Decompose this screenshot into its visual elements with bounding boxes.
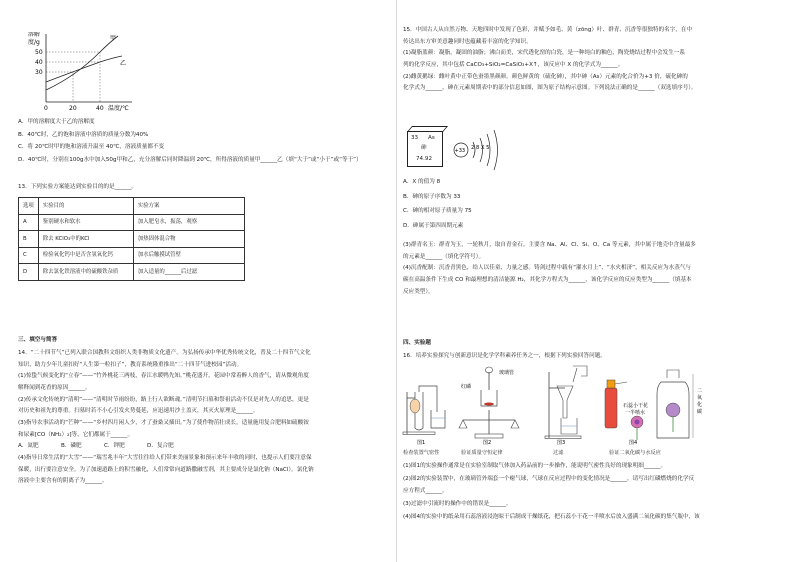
q14-line: 对历史和祖先的尊重。扫墓时若不小心引发火势蔓延，应迅速用沙土盖灭，其灭火原理是______。 bbox=[18, 408, 259, 415]
q15-line: 碳在高温条件下生成 CO 和最理想的清洁能源 H₂，其化学方程式为______，该化学反应的反应类型为______（填基本 bbox=[403, 276, 692, 283]
graph-ylabel-top: 溶解 bbox=[28, 32, 41, 38]
table-row bbox=[19, 231, 245, 248]
q14-line: (2)传承文化传统的“清明”——“清明时节雨纷纷，路上行人欲断魂。”清明节扫墓和祭祖活动不仅是对先人的追思，更是 bbox=[18, 396, 309, 403]
table-header-row bbox=[19, 198, 245, 215]
q15-line: 15．中国古人从自然万物、天地四时中发现了色彩，并赋予如毛、黄（zōng）叶、群青、沉香等很独特的名字，在中 bbox=[403, 27, 693, 33]
q14-line: 和尿素[CO（NH₂）₂]等，它们都属于______。 bbox=[18, 431, 134, 438]
q14-line: 解释闻到花香的原因______。 bbox=[18, 384, 91, 391]
q16-line: (4)图4的实验中的纸朵用石蕊溶液浸泡晾干后制成干燥纸花，把石蕊小干花一半喷水后放入盛满二氧化碳的集气瓶中，该 bbox=[403, 513, 700, 520]
fig-label-litmus-line2: 一半喷水 bbox=[625, 410, 646, 416]
q16-line: (2)图2的实验装置中，在玻璃管外端套一个瘪气球，气球在反应过程中的变化情况是______，请写出红磷燃烧的化学反 bbox=[403, 475, 695, 482]
fig2-apparatus bbox=[459, 367, 519, 438]
table-row bbox=[19, 214, 245, 231]
fig4-apparatus bbox=[605, 370, 704, 440]
q15-option-d: D．砷属于第四周期元素 bbox=[403, 222, 464, 229]
table-cell: D bbox=[19, 264, 39, 281]
q16-block bbox=[403, 462, 787, 521]
q14-line: 溶液中主要含有的阴离子为______。 bbox=[18, 478, 108, 485]
fig3-apparatus bbox=[545, 366, 587, 439]
q15-line: (2)雌黄鹅绿：雌叶黄中正带色蚕墨黑颜颜。颜色鲜黄的（硫化砷），其中砷（As）元素的化合价为+3 价，硫化砷的 bbox=[403, 73, 688, 80]
q14-line: (4)指导日常生活的“大雪”——“瑞雪兆丰年”大雪往往给人们带来美丽景象和预示来年丰收的同时，也提示人们要注意保 bbox=[18, 454, 312, 461]
graph-xtick-0: 0 bbox=[44, 105, 48, 112]
q14-line: (1)惊蛰气候变化的“立春”——“竹外桃花三两枝，春江水暖鸭先知。”桃花盛开，花园中常着醉人的香气，请从微观角度 bbox=[18, 373, 309, 380]
curve-yi bbox=[46, 56, 122, 82]
table-cell: 加入适量的______后过滤 bbox=[133, 264, 244, 281]
q15-line: 传达出东方审美意趣同时也蕴藏着丰富的化学知识。 bbox=[403, 38, 532, 45]
fig-label-litmus-flower bbox=[623, 402, 650, 416]
table-cell: 除去 KClO₃中的KCl bbox=[38, 231, 133, 248]
q16-line: 应方程式______。 bbox=[403, 488, 448, 495]
q14-block bbox=[18, 349, 390, 486]
q15-line: 的元素是______（填化学符号）。 bbox=[403, 253, 485, 260]
table-cell: A bbox=[19, 214, 39, 231]
q16-line: (3)过滤中引流时的操作中的错误是______。 bbox=[403, 500, 512, 507]
q15-block-2 bbox=[403, 241, 787, 296]
graph-xtick-20: 20 bbox=[69, 105, 77, 112]
element-symbol: As bbox=[428, 135, 435, 141]
q14-line: 保暖，出行要注意安全。为了加速道路上的积雪融化，人们常常向道路撒融雪剂，其主要成分是氯化钠（NaCl）。氯化钠 bbox=[18, 466, 314, 473]
fig-label-red-phosphorus: 红磷 bbox=[461, 384, 472, 390]
section-4-heading: 四、实验题 bbox=[403, 340, 431, 346]
arsenic-element-card bbox=[407, 131, 443, 167]
q12-option-b: B．40℃时，乙的饱和溶液中溶质的质量分数为40% bbox=[18, 131, 149, 138]
q12-options bbox=[18, 118, 390, 165]
q15-line: (1)凝脂蓝颜：凝脂，凝固的油脂；沸白而美，宋代透化窑的白瓷，是一种纯白的釉色，陶瓷烧结过程中会发生一系 bbox=[403, 50, 686, 57]
q13-table bbox=[18, 197, 245, 281]
fig-label-co2: 二 氧 化 碳 bbox=[697, 388, 703, 415]
card-3d-top bbox=[407, 126, 448, 132]
table-cell: 鉴别硬水和软水 bbox=[38, 214, 133, 231]
q12-option-c: C．将 20℃时甲的饱和溶液升温至 40℃，溶液质量都不变 bbox=[18, 144, 165, 151]
q12-option-a: A．甲的溶解度大于乙的溶解度 bbox=[18, 119, 95, 125]
table-cell: 加水后触摸试管壁 bbox=[133, 247, 244, 264]
fig2-caption: 验证质量守恒定律 bbox=[461, 450, 503, 456]
q14-line: 知识，助力少年儿童扣好“人生第一粒扣子”，教育系统隆重推出“二十四节气进校园”活动。 bbox=[18, 361, 243, 368]
solubility-graph bbox=[14, 32, 144, 112]
q15-options bbox=[403, 178, 787, 231]
q14-line: (3)指导农事活动的“芒种”——“乡村四月闲人少，才了蚕桑又插田。”为了使作物茁壮成长，适量施用复合肥料如硫酸铵 bbox=[18, 419, 309, 426]
graph-xlabel: 温度/℃ bbox=[108, 105, 129, 112]
curve-yi-label: 乙 bbox=[120, 60, 127, 67]
atom-shell-electrons: 2 8 X 5 bbox=[471, 145, 490, 151]
fig1-apparatus bbox=[403, 386, 445, 435]
table-cell: C bbox=[19, 247, 39, 264]
q15-line: 反应类型）。 bbox=[403, 288, 434, 295]
element-mass: 74.92 bbox=[416, 156, 433, 162]
curve-jia bbox=[46, 36, 118, 90]
fig2-id: 图2 bbox=[483, 440, 492, 446]
lab-figures bbox=[401, 362, 791, 450]
fig3-caption: 过滤 bbox=[553, 450, 564, 456]
table-header-cell: 实验方案 bbox=[133, 198, 244, 215]
fig-label-litmus-line1: 石蕊小干花 bbox=[623, 403, 649, 409]
table-cell: 加入肥皂水，振荡，观察 bbox=[133, 214, 244, 231]
fig4-caption: 验证二氧化碳与水反应 bbox=[609, 450, 661, 456]
q16-stem: 16．培养实验探究与创新意识是化学学科素养任务之一，根据下列实验回答问题。 bbox=[403, 353, 606, 359]
table-cell: B bbox=[19, 231, 39, 248]
graph-ytick-40: 40 bbox=[35, 59, 43, 66]
graph-ytick-50: 50 bbox=[35, 49, 43, 56]
q16-line: (1)图1的实验操作通常是在实验室制取气体加入药品前的一步操作，能说明气密性良好的现象明细______。 bbox=[403, 463, 667, 469]
fig1-caption: 检查装置气密性 bbox=[403, 450, 440, 456]
table-header-cell: 实验目的 bbox=[38, 198, 133, 215]
q14-line: 14．“二十四节气”已列入联合国教科文组织人类非物质文化遗产。为弘扬传承中华优秀传统文化，普及二十四节气文化 bbox=[18, 350, 311, 356]
q15-option-b: B．砷的原子序数为 33 bbox=[403, 193, 461, 200]
atom-nucleus-label: +33 bbox=[454, 148, 466, 154]
fig1-id: 图1 bbox=[417, 440, 426, 446]
q15-line: 化学式为______，砷在元素周期表中的部分信息如图，图为原子结构示意图。下列说法正确的是______（双选填序号）。 bbox=[403, 85, 697, 92]
section-3-heading: 三、填空与简答 bbox=[18, 337, 58, 343]
q15-block bbox=[403, 26, 787, 93]
q13-stem: 13．下列实验方案能达到实验目的的是______。 bbox=[18, 184, 137, 190]
table-row bbox=[19, 247, 245, 264]
element-name: 砷 bbox=[421, 145, 427, 151]
q15-line: (3)群青名玉：群青为玉，一轮秋月，取自青金石。主要含 Na、Al、Cl、Si、O、Ca 等元素，其中属于地壳中含量最多 bbox=[403, 242, 696, 248]
table-cell: 除去氯化铁溶液中的硫酸铁杂质 bbox=[38, 264, 133, 281]
fig4-id: 图4 bbox=[629, 440, 638, 446]
table-header-cell: 选项 bbox=[19, 198, 39, 215]
q15-line: 列的化学反应，其中包括 CaCO₃+SiO₂=CaSiO₃+X↑，该反应中 X 的化学式为______。 bbox=[403, 61, 624, 68]
right-page bbox=[397, 0, 794, 562]
table-row bbox=[19, 264, 245, 281]
q15-line: (4)沉香配制：沉香青黑色，给人以佳童、力量之感。铸剑过程中载有“灌水月上”、“水火相济”，相关反应为水蒸气与 bbox=[403, 265, 692, 272]
element-number: 33 bbox=[411, 135, 419, 141]
atom-shell bbox=[494, 130, 498, 170]
q12-option-d: D．40℃时，分别在100g水中加入50g甲和乙，充分溶解后同时降温到 20℃，所得溶液的质量甲______乙（填“大于”或“小于”或“等于”） bbox=[18, 156, 362, 163]
fig-label-glass-tube: 玻璃管 bbox=[499, 370, 515, 376]
atom-structure-diagram bbox=[449, 128, 519, 172]
fig3-id: 图3 bbox=[557, 440, 566, 446]
q15-option-c: C．砷的相对原子质量为 75 bbox=[403, 208, 472, 215]
table-cell: 加热固体混合物 bbox=[133, 231, 244, 248]
graph-xtick-40: 40 bbox=[96, 105, 104, 112]
q14-options-row: A．氮肥 B．磷肥 C．钾肥 D．复合肥 bbox=[18, 443, 174, 450]
q15-option-a: A．X 的值为 8 bbox=[403, 179, 441, 185]
curve-jia-label: 甲 bbox=[110, 35, 117, 42]
graph-ytick-30: 30 bbox=[35, 69, 43, 76]
graph-ylabel-unit: 度/g bbox=[28, 39, 40, 46]
table-cell: 检验氧化钙中是否含氢氧化钙 bbox=[38, 247, 133, 264]
